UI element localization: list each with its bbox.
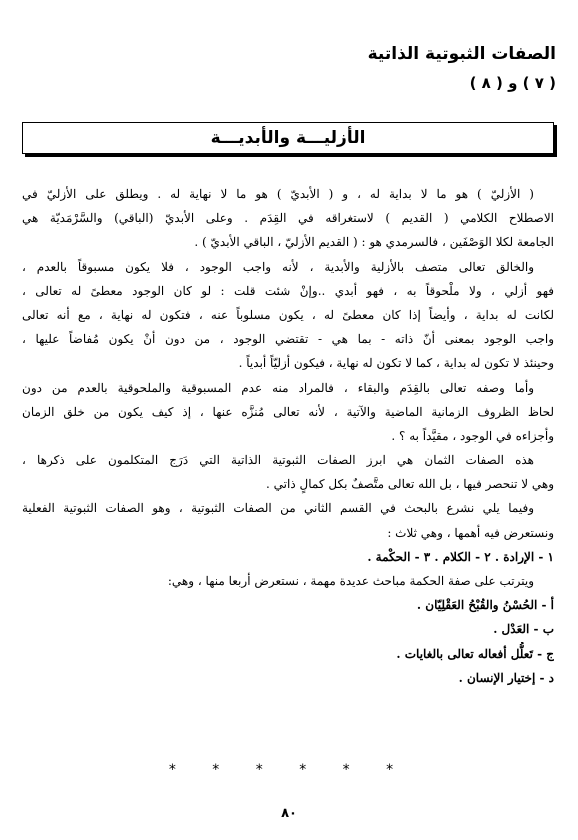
section-title-box: [22, 122, 554, 154]
list-item: أ - الحُسْنُ والقُبْحُ العَقْلِيّان .: [416, 598, 554, 613]
text-line: الاصطلاح الكلامي ( القديم ) لاستغراقه في القِدَم . وعلى الأبديّ (الباقي) والسَّرْمَديّة هي: [22, 211, 554, 226]
text-line: وهي لا تنحصر فيها ، بل الله تعالى متَّصفٌ بكل كمالٍ ذاتي .: [266, 477, 554, 492]
list-item: ١ - الإرادة . ٢ - الكلام . ٣ - الحكْمة .: [367, 549, 554, 564]
list-item: ب - العَدْل .: [493, 622, 554, 637]
list-item: ج - تَعلُّل أفعاله تعالى بالغايات .: [396, 646, 554, 661]
text-line: وأما وصفه تعالى بالقِدَم والبقاء ، فالمراد منه عدم المسبوقية والملحوقية بالعدم من دون: [22, 380, 534, 395]
text-line: وحينئذ لا تكون له بداية ، كما لا تكون له نهاية ، فيكون أزليّاً أبدياً .: [238, 356, 554, 371]
text-line: وأجزاءه في الوجود ، مقيَّداً به ؟ .: [391, 428, 554, 443]
text-line: لحاظ الظروف الزمانية الماضية والآتية ، لأنه تعالى مُنزَّه عنها ، إذ كيف يكون من خلق الزمان: [22, 404, 554, 419]
text-line: ويترتب على صفة الحكمة مباحث عديدة مهمة ، نستعرض أربعا منها ، وهي:: [167, 574, 534, 588]
text-line: الجامعة لكلا الوَصْفَين ، فالسرمدي هو : ( القديم الأزليّ ، الباقي الأبديّ ) .: [194, 235, 554, 250]
text-line: ( الأزليّ ) هو ما لا بداية له ، و ( الأبديّ ) هو ما لا نهاية له . ويطلق على الأزليّ في: [22, 187, 534, 201]
page-number: ٨٠: [281, 806, 297, 821]
text-line: والخالق تعالى متصف بالأزلية والأبدية ، لأنه واجب الوجود ، فلا يكون مسبوقاً بالعدم ،: [22, 259, 534, 274]
section-title: الأزليـــة والأبديـــة: [210, 128, 366, 148]
text-line: ونستعرض فيه أهمها ، وهي ثلاث :: [387, 525, 554, 540]
text-line: لكانت له بداية ، وأيضاً إذا كان معطىً له ، يكون مسلوباً عنه ، فتكون له نهاية ، مع أنه تعالى: [22, 307, 554, 322]
chapter-subtitle: ( ٧ ) و ( ٨ ): [469, 74, 556, 92]
text-line: هذه الصفات الثمان هي ابرز الصفات الثبوتية الذاتية التي دَرَج المتكلمون على ذكرها ،: [22, 453, 534, 468]
text-line: فهو أزلي ، ولا ملْحوقاً به ، فهو أبدي ..وإنْ شئت قلت : لو كان الوجود معطىً له تعالى ،: [22, 283, 554, 298]
chapter-title: الصفات الثبوتية الذاتية: [367, 44, 556, 64]
body-text: [22, 182, 554, 690]
text-line: واجب الوجود بمعنى أنّ ذاته - بما هي - تقتضي الوجود ، من دون أنْ يكون مُفاضاً عليها ،: [22, 332, 554, 347]
text-line: وفيما يلي نشرع بالبحث في القسم الثاني من الصفات الثبوتية ، وهو الصفات الثبوتية الفعلية: [22, 501, 534, 516]
list-item: د - إختيار الإنسان .: [458, 670, 554, 685]
section-separator: * * * * * *: [168, 762, 410, 778]
